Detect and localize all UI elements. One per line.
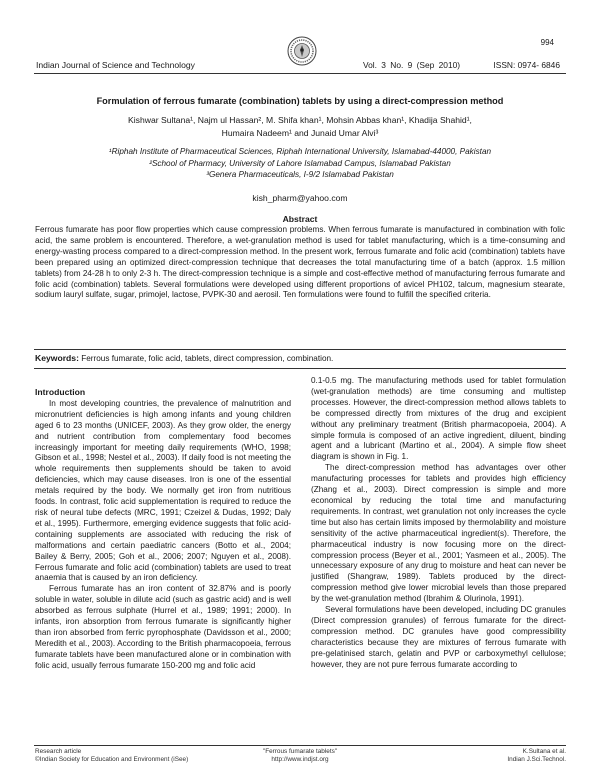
header-rule: [34, 73, 566, 74]
journal-abbrev: Indian J.Sci.Technol.: [507, 756, 566, 763]
abstract-rule-bottom: [34, 368, 566, 369]
journal-logo-icon: [287, 36, 317, 66]
running-title: "Ferrous fumarate tablets": [262, 748, 338, 755]
affiliation-1: ¹Riphah Institute of Pharmaceutical Sciences, Riphah International University, Islamabad-44000, Pakistan: [108, 147, 492, 156]
article-type: Research article: [35, 748, 82, 755]
abstract-text: Ferrous fumarate has poor flow properties which cause compression problems. When ferrous fumarate is manufactured in combination with folic acid, the same problem is encountered. Therefore, a wet-granulation method is used for tablet manufacturing, which is a time-consuming and energy-wasting process compared to a direct-compression method. In the present work, ferrous fumarate and folic acid (combination) tablets have been prepared using an optimized direct-compression technique that decreases the total manufacturing time of a batch (approx. 1.5 million tablets) from 24-28 h to only 2-3 h. The direct-compression technique is a simple and cost-effective method of manufacturing ferrous fumarate and folic acid (combination) tablets. Several formulations were developed using different proportions of avicel PH102, talcum, magnesium stearate, sodium lauryl sulfate, sugar, primojel, lactose, PVPK-30 and aerosil. Ten formulations were found to fulfill the specified criteria.: [35, 225, 565, 300]
affiliation-3: ³Genera Pharmaceuticals, I-9/2 Islamabad Pakistan: [206, 170, 394, 179]
page-number: 994: [540, 38, 554, 47]
journal-name: Indian Journal of Science and Technology: [36, 60, 195, 70]
footer-rule: [34, 745, 566, 746]
abstract-rule-top: [34, 349, 566, 350]
paragraph: The direct-compression method has advantages over other manufacturing processes for tablets and provides high efficiency (Zhang et al., 2003). Direct compression is simple and more economical by reducing the total time and manufacturing requirements. In contrast, wet granulation not only increases the cycle time but also has certain limits imposed by thermolability and moisture sensitivity of the active pharmaceutical ingredient(s). Therefore, the pharmaceutical industry is now focusing more on the direct-compression process (Beyer et al., 2001; Yasmeen et al., 2005). The unnecessary exposure of any drug to moisture and heat can never be justified (Shangraw, 1989). Tablets produced by the direct-compression method give lower microbial levels than those prepared by the wet-granulation method (Ibrahim & Olurinola, 1991).: [311, 463, 566, 604]
keywords: [35, 353, 565, 363]
article-title: Formulation of ferrous fumarate (combination) tablets by using a direct-compression method: [96, 96, 504, 106]
copyright: ©Indian Society for Education and Environment (iSee): [35, 756, 189, 763]
issn: ISSN: 0974- 6846: [493, 60, 560, 70]
introduction-heading: Introduction: [35, 387, 86, 397]
corresponding-email: kish_pharm@yahoo.com: [252, 193, 348, 203]
paragraph: Several formulations have been developed, including DC granules (Direct compression granules) of ferrous fumarate for the direct-compression method. DC granules have good compressibility characteristics because they are mixtures of ferrous fumarate with pre-gelatinised starch, gelatin and PVP or carboxymethyl cellulose; however, they are not pure ferrous fumarate according to: [311, 605, 566, 669]
keywords-label: Keywords:: [35, 353, 79, 363]
footer-right: [507, 748, 566, 764]
authors-line-1: Kishwar Sultana¹, Najm ul Hassan², M. Shifa khan¹, Mohsin Abbas khan¹, Khadija Shahid¹,: [128, 115, 472, 125]
paragraph: In most developing countries, the prevalence of malnutrition and micronutrient deficiencies is high among infants and young children aged 6 to 23 months (UNICEF, 2003). As they grow older, the energy and nutrient contribution from complementary food becomes increasingly important for meeting daily requirements (WHO, 1998; Gibson et al., 1998; Nestel et al., 2003). If daily food is not meeting the whole requirements then supplements should be taken to avoid deficiencies, which may cause diseases. Iron is one of the essential metals required by the body. We normally get iron from nutritious foods. In contrast, folic acid supplementation is required to reduce the risk of neural tube defects (MRC, 1991; Czeizel & Dudas, 1992; Daly et al., 1995). Furthermore, emerging evidence suggests that folic acid-containing supplements are associated with reducing the risk of malformations and certain paediatric cancers (Botto et al., 2004; Bailey & Berry, 2005; Goh et al., 2006; 2007; Nguyen et al., 2008). Ferrous fumarate and folic acid (combination) tablets are used to treat anaemia that is caused by an iron deficiency.: [35, 398, 291, 583]
keywords-text: Ferrous fumarate, folic acid, tablets, direct compression, combination.: [81, 354, 334, 363]
volume-info: Vol. 3 No. 9 (Sep 2010): [363, 60, 461, 70]
paragraph: 0.1-0.5 mg. The manufacturing methods used for tablet formulation (wet-granulation methods) are time consuming and multistep processes. However, the direct-compression method allows tablets to be compressed directly from mixtures of the drug and excipient without any preliminary treatment (British pharmacopoeia, 2004). A simple formula is composed of an active ingredient, diluent, binding agent and a lubricant (Martino et al., 2004). A simple flow sheet diagram is shown in Fig. 1.: [311, 376, 566, 462]
affiliation-2: ²School of Pharmacy, University of Lahore Islamabad Campus, Islamabad Pakistan: [149, 158, 451, 168]
abstract-heading: Abstract: [282, 214, 318, 224]
authors-line-2: Humaira Nadeem¹ and Junaid Umar Alvi³: [221, 127, 379, 138]
affiliations: [40, 146, 560, 181]
running-author: K.Sultana et al.: [522, 748, 566, 755]
column-right: [311, 376, 566, 670]
column-left: [35, 387, 291, 672]
journal-url: http://www.indjst.org: [271, 756, 329, 763]
author-list: [60, 114, 540, 139]
paragraph: Ferrous fumarate has an iron content of 32.87% and is poorly soluble in water, soluble in dilute acid (such as gastric acid) and is well absorbed as ferrous sulphate (Hurrel et al., 1989; 1991; 2000). In infants, iron absorption from ferrous fumarate is significantly higher than iron absorbed from ferric pyrophosphate (Davidsson et al., 2000; Meredith et al., 2003). According to the British pharmacopoeia, ferrous fumarate tablets have been manufactured alone or in combination with folic acid, usually ferrous fumarate 150-200 mg and folic acid: [35, 584, 291, 670]
